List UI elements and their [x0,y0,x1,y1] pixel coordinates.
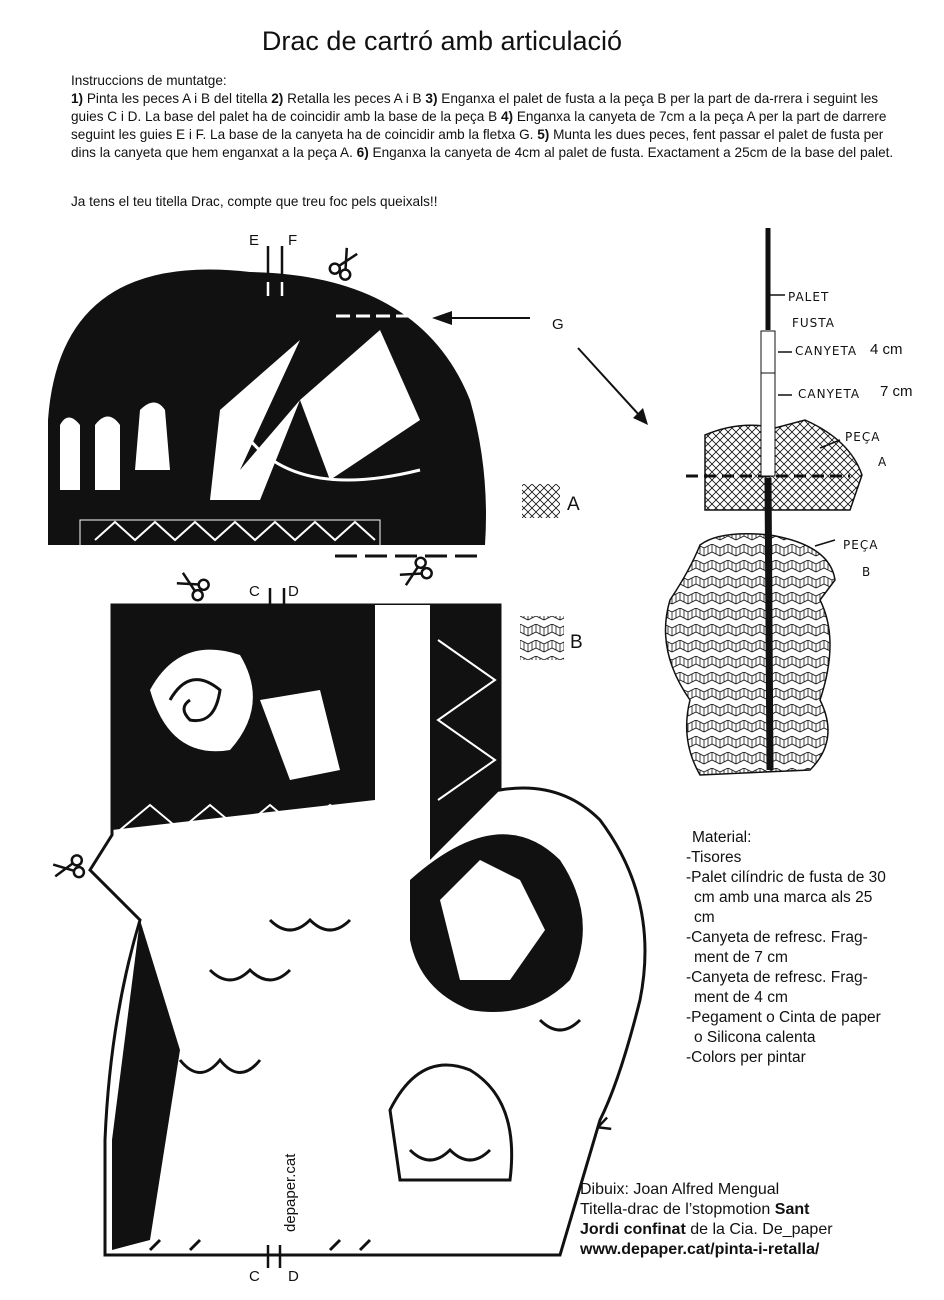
swatch-a [522,484,560,518]
credits-bold: Sant [774,1201,810,1218]
credits-text: Titella-drac de l’stopmotion [580,1201,775,1218]
step-text: Munta les dues peces, fent passar el palet de fusta per dins la canyeta que hem enganxat a la peça A. [71,127,884,160]
credits-line-3 [580,1220,940,1240]
material-item-cont: cm [694,909,715,926]
label-g: G [552,316,564,333]
step-text: Enganxa la canyeta de 7cm a la peça A per la part de darrere seguint les guies E i F. La base de la canyeta ha de coincidir amb la fletxa G. [71,109,887,142]
label-e: E [249,232,260,249]
diagram-canyeta-1-size: 4 cm [870,341,903,358]
step-text: Enganxa la canyeta de 4cm al palet de fusta. Exactament a 25cm de la base del palet. [368,145,894,160]
credits-url[interactable] [580,1240,940,1260]
credits-text: de la Cia. De_paper [685,1221,833,1238]
step-number: 3) [425,91,438,106]
swatch-b [520,616,564,660]
piece-a-head [48,269,486,558]
instructions-heading: Instruccions de muntatge: [71,73,227,88]
diagram-peca-a: PEÇA [845,430,881,444]
diagram-peca-b-letter: B [862,565,872,579]
diagram-canyeta-2-size: 7 cm [880,383,913,400]
material-item-cont: cm amb una marca als 25 [694,889,873,906]
material-item: -Tisores [686,849,742,866]
material-list [686,828,926,1068]
arrow-to-diagram [578,348,640,416]
assembly-diagram [666,228,863,775]
label-d-bottom: D [288,1268,299,1285]
material-item: -Canyeta de refresc. Frag- [686,929,868,946]
scissors-icon [397,556,433,590]
material-item: -Colors per pintar [686,1049,806,1066]
label-piece-a: A [567,494,580,515]
label-c: C [249,583,260,600]
credits-url-text[interactable]: www.depaper.cat/pinta-i-retalla/ [580,1241,820,1258]
step-text: Retalla les peces A i B [283,91,426,106]
label-piece-b: B [570,632,583,653]
step-number: 4) [500,109,514,124]
material-item-cont: o Silicona calenta [694,1029,816,1046]
step-number: 1) [71,91,84,106]
page-title: Drac de cartró amb articulació [261,26,623,56]
scissors-icon [328,245,362,281]
diagram-canyeta-2: CANYETA [798,387,861,401]
label-c-bottom: C [249,1268,260,1285]
label-d: D [288,583,299,600]
watermark-text: depaper.cat [282,1153,299,1232]
final-note: Ja tens el teu titella Drac, compte que treu foc pels queixals!! [71,194,438,209]
diagram-fusta: FUSTA [792,316,835,330]
step-number: 6) [356,145,369,160]
step-text: Pinta les peces A i B del titella [83,91,272,106]
diagram-peca-a-letter: A [878,455,888,469]
step-number: 5) [537,127,550,142]
material-heading: Material: [692,829,752,846]
step-number: 2) [271,91,284,106]
step-text: Enganxa el palet de fusta a la peça B per la part de da-rrera i seguint les guies C i D. La base del palet ha de coincidir amb la base de la peça B [71,91,879,124]
scissors-icon [52,855,84,882]
material-item: -Palet cilíndric de fusta de 30 [686,869,886,886]
material-item-cont: ment de 4 cm [694,989,788,1006]
credits [580,1180,940,1260]
credits-bold: Jordi confinat [580,1221,686,1238]
piece-b-body [90,605,645,1255]
scissors-icon [174,568,210,602]
diagram-palet: PALET [788,290,830,304]
label-f: F [288,232,298,249]
diagram-canyeta-1: CANYETA [795,344,858,358]
material-item: -Pegament o Cinta de paper [686,1009,881,1026]
credits-author: Dibuix: Joan Alfred Mengual [580,1181,780,1198]
diagram-peca-b: PEÇA [843,538,879,552]
material-item: -Canyeta de refresc. Frag- [686,969,868,986]
credits-line-2 [580,1200,940,1220]
material-item-cont: ment de 7 cm [694,949,788,966]
